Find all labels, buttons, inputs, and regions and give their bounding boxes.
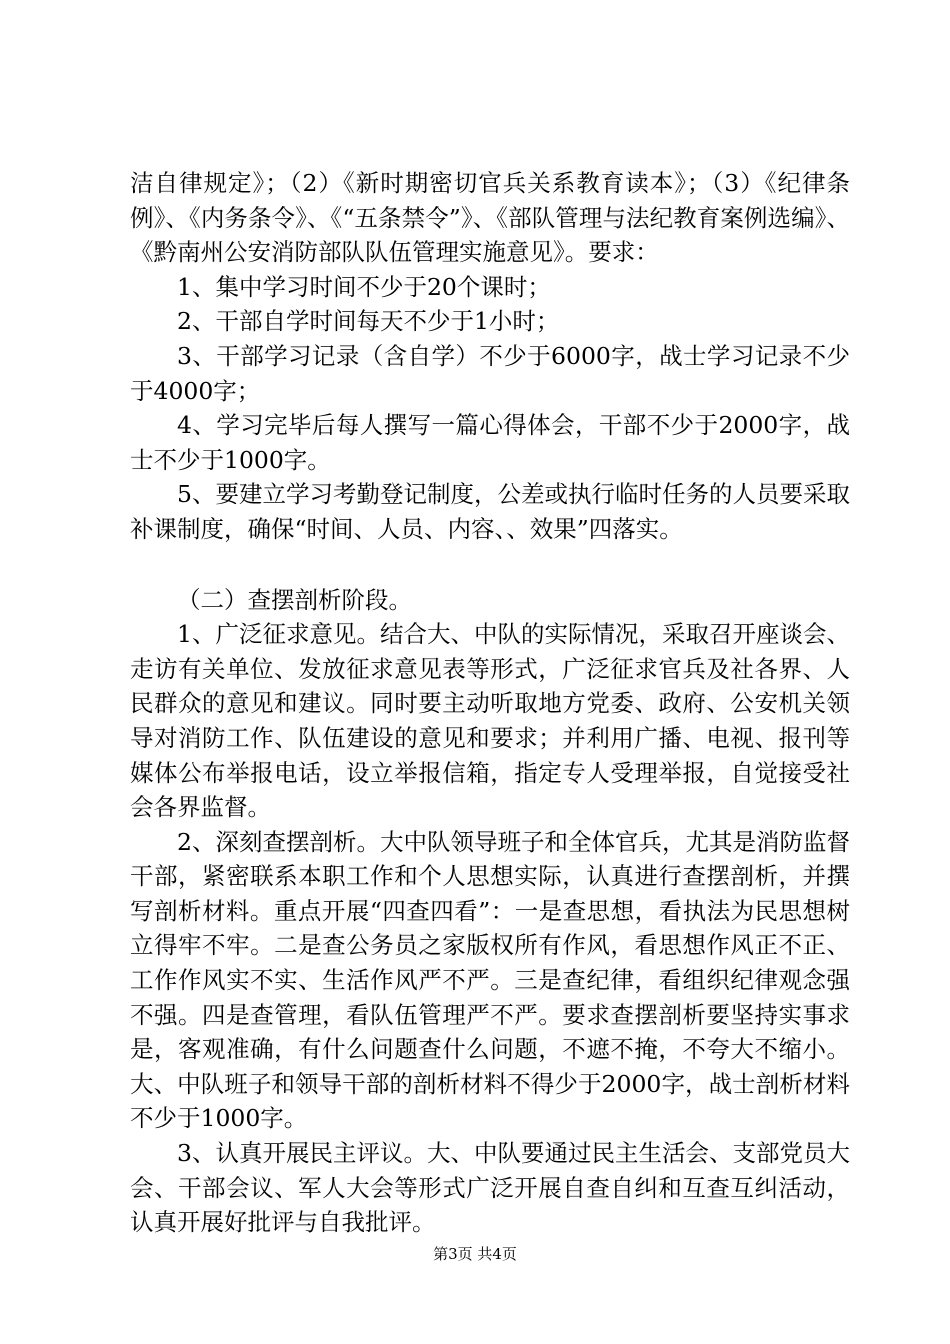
paragraph-requirement-4: 4、学习完毕后每人撰写一篇心得体会，干部不少于2000字，战士不少于1000字。: [130, 411, 850, 474]
paragraph-requirement-3: 3、干部学习记录（含自学）不少于6000字，战士学习记录不少于4000字；: [130, 341, 850, 405]
paragraph-self-examination: 2、深刻查摆剖析。大中队领导班子和全体官兵，尤其是消防监督干部，紧密联系本职工作和个人思想实际，认真进行查摆剖析，并撰写剖析材料。重点开展“四查四看”：一是查思想，看执法为民思想树立得牢不牢。二是查公务员之家版权所有作风，看思想作风正不正、工作作风实不实、生活作风严不严。三是查纪律，看组织纪律观念强不强。四是查管理，看队伍管理严不严。要求查摆剖析要坚持实事求是，客观准确，有什么问题查什么问题，不遮不掩，不夸大不缩小。大、中队班子和领导干部的剖析材料不得少于2000字，战士剖析材料不少于1000字。: [130, 827, 850, 1133]
page-footer: 第3页 共4页: [433, 1245, 517, 1263]
paragraph-requirement-5: 5、要建立学习考勤登记制度，公差或执行临时任务的人员要采取补课制度，确保“时间、人员、内容、、效果”四落实。: [130, 480, 850, 543]
section-heading: （二）查摆剖析阶段。: [177, 585, 412, 614]
paragraph-study-materials: 洁自律规定》；（2）《新时期密切官兵关系教育读本》；（3）《纪律条例》、《内务条令》、《“五条禁令”》、《部队管理与法纪教育案例选编》、《黔南州公安消防部队队伍管理实施意见》。要求：: [130, 169, 850, 267]
paragraph-democratic-evaluation: 3、认真开展民主评议。大、中队要通过民主生活会、支部党员大会、干部会议、军人大会等形式广泛开展自查自纠和互查互纠活动，认真开展好批评与自我批评。: [130, 1139, 850, 1237]
paragraph-requirement-1: 1、集中学习时间不少于20个课时；: [177, 272, 551, 301]
document-body: [130, 166, 850, 1240]
paragraph-solicit-opinions: 1、广泛征求意见。结合大、中队的实际情况，采取召开座谈会、走访有关单位、发放征求意见表等形式，广泛征求官兵及社各界、人民群众的意见和建议。同时要主动听取地方党委、政府、公安机关领导对消防工作、队伍建设的意见和要求；并利用广播、电视、报刊等媒体公布举报电话，设立举报信箱，指定专人受理举报，自觉接受社会各界监督。: [130, 620, 850, 822]
paragraph-gap: [130, 547, 850, 583]
paragraph-requirement-2: 2、干部自学时间每天不少于1小时；: [177, 307, 560, 336]
